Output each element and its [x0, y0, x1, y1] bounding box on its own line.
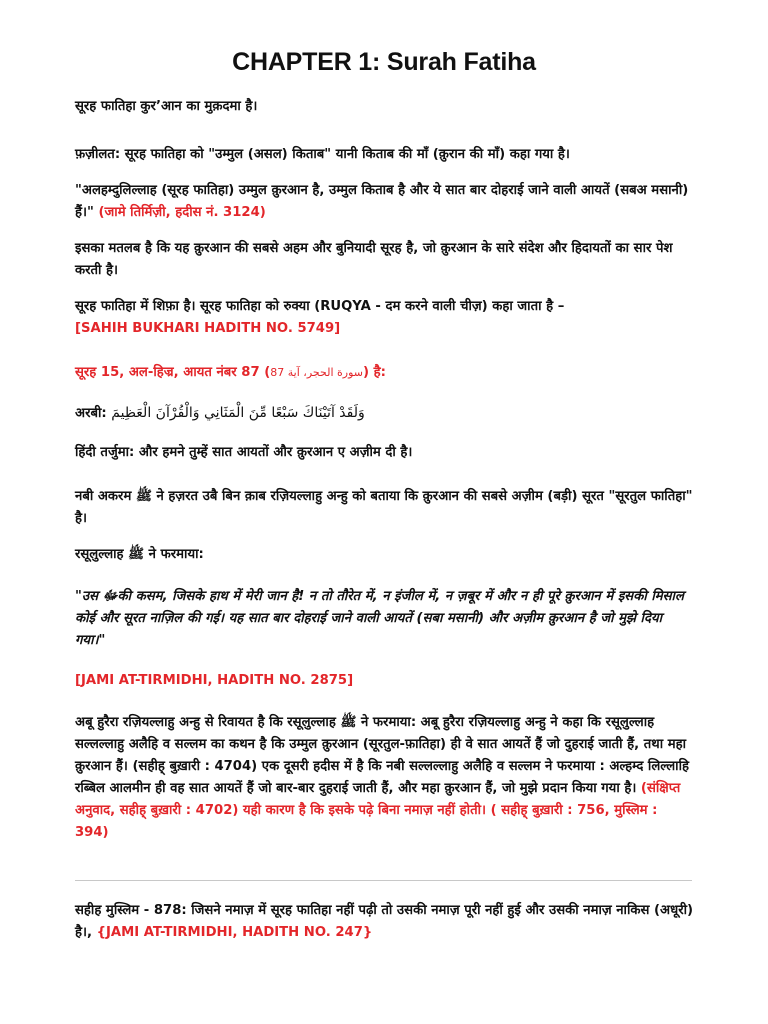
arabic-label: अरबी:	[75, 406, 112, 421]
arabic-verse-line	[75, 402, 695, 425]
surah-hijr-heading-end: ) है:	[362, 365, 386, 380]
paragraph-rasulullah: रसूलुल्लाह ﷺ ने फरमाया:	[75, 547, 204, 562]
paragraph-ubai: नबी अकरम ﷺ ने हज़रत उबै बिन क़ाब रज़ियल्लाहु अन्हु को बताया कि क़ुरआन की सबसे अज़ीम (बड़ी) सूरत "सूरतुल फातिहा" है।	[75, 489, 693, 526]
tirmidhi-247-reference: {JAMI AT-TIRMIDHI, HADITH NO. 247}	[96, 925, 373, 940]
bukhari-5749-reference: [SAHIH BUKHARI HADITH NO. 5749]	[75, 321, 341, 336]
chapter-title: CHAPTER 1: Surah Fatiha	[232, 48, 536, 76]
paragraph-fazilat: फ़ज़ीलत: सूरह फातिहा को "उम्मुल (असल) किताब" यानी किताब की माँ (क़ुरान की माँ) कहा गया है।	[75, 147, 570, 162]
surah-hijr-heading-text: सूरह 15, अल-हिज्र, आयत नंबर 87 (	[75, 365, 271, 380]
paragraph-abu-huraira	[75, 712, 695, 844]
paragraph-muslim-878	[75, 900, 695, 944]
tirmidhi-2875-reference: [JAMI AT-TIRMIDHI, HADITH NO. 2875]	[75, 673, 354, 688]
paragraph-abu-huraira-text: अबू हुरैरा रज़ियल्लाहु अन्हु से रिवायत है कि रसूलुल्लाह ﷺ ने फरमाया: अबू हुरैरा रज़ियल्लाहु अन्हु ने कहा कि रसूलुल्लाह सल्लल्लाहु अलैहि व सल्लम का कथन है कि उम्मुल क़ुरआन (सूरतुल-फ़ातिहा) ही वे सात आयतें हैं जो दुहराई जाती हैं, तथा महा क़ुरआन हैं। (सहीह् बुख़ारी : 4704) एक दूसरी हदीस में है कि नबी सल्लल्लाहु अलैहि व सल्लम ने फरमाया : अल्हम्द लिल्लाहि रब्बिल आलमीन ही वह सात आयतें हैं जो बार-बार दुहराई जाती हैं, और महा क़ुरआन हैं, जो मुझे प्रदान किया गया है।	[75, 715, 689, 796]
paragraph-meaning: इसका मतलब है कि यह क़ुरआन की सबसे अहम और बुनियादी सूरह है, जो क़ुरआन के सारे संदेश और हिदायतों का सार पेश करती है।	[75, 241, 673, 278]
paragraph-alhamdulillah	[75, 180, 695, 224]
divider-line	[75, 880, 692, 881]
tirmidhi-3124-reference: (जामे तिर्मिज़ी, हदीस नं. 3124)	[98, 205, 266, 220]
surah-hijr-heading	[75, 362, 695, 384]
bukhari-summary-reference: (संक्षिप्त अनुवाद, सहीह् बुख़ारी : 4702) यही कारण है कि इसके पढ़े बिना नमाज़ नहीं होती। ( सहीह् बुख़ारी : 756, मुस्लिम : 394)	[75, 781, 681, 840]
paragraph-muslim-878-text: सहीह मुस्लिम - 878: जिसने नमाज़ में सूरह फातिहा नहीं पढ़ी तो उसकी नमाज़ पूरी नहीं हुई और उसकी नमाज़ नाकिस (अधूरी) है।,	[75, 903, 694, 940]
paragraph-shifa-text: सूरह फातिहा में शिफ़ा है। सूरह फातिहा को रुक्या (RUQYA - दम करने वाली चीज़) कहा जाता है –	[75, 299, 565, 314]
paragraph-intro: सूरह फातिहा कुर’आन का मुक़दमा है।	[75, 99, 258, 114]
paragraph-alhamdulillah-text: "अलहम्दुलिल्लाह (सूरह फातिहा) उम्मुल क़ुरआन है, उम्मुल किताब है और ये सात बार दोहराई जाने वाली आयतें (सबअ मसानी) हैं।"	[75, 183, 689, 220]
arabic-verse-text: وَلَقَدْ آتَيْنَاكَ سَبْعًا مِّنَ الْمَثَانِي وَالْقُرْآنَ الْعَظِيمَ	[111, 405, 365, 421]
hadith-quote: "उस ﷻकी कसम, जिसके हाथ में मेरी जान है! न तो तौरेत में, न इंजील में, न ज़बूर में और न ही पूरे क़ुरआन में इसकी मिसाल कोई और सूरत नाज़िल की गई। यह सात बार दोहराई जाने वाली आयतें (सबा मसानी) और अज़ीम क़ुरआन है जो मुझे दिया गया।"	[75, 589, 684, 648]
paragraph-shifa	[75, 296, 695, 340]
hindi-translation: हिंदी तर्जुमा: और हमने तुम्हें सात आयतों और क़ुरआन ए अज़ीम दी है।	[75, 445, 413, 460]
surah-hijr-arabic-ref: سورة الحجر، آية 87	[270, 366, 363, 379]
